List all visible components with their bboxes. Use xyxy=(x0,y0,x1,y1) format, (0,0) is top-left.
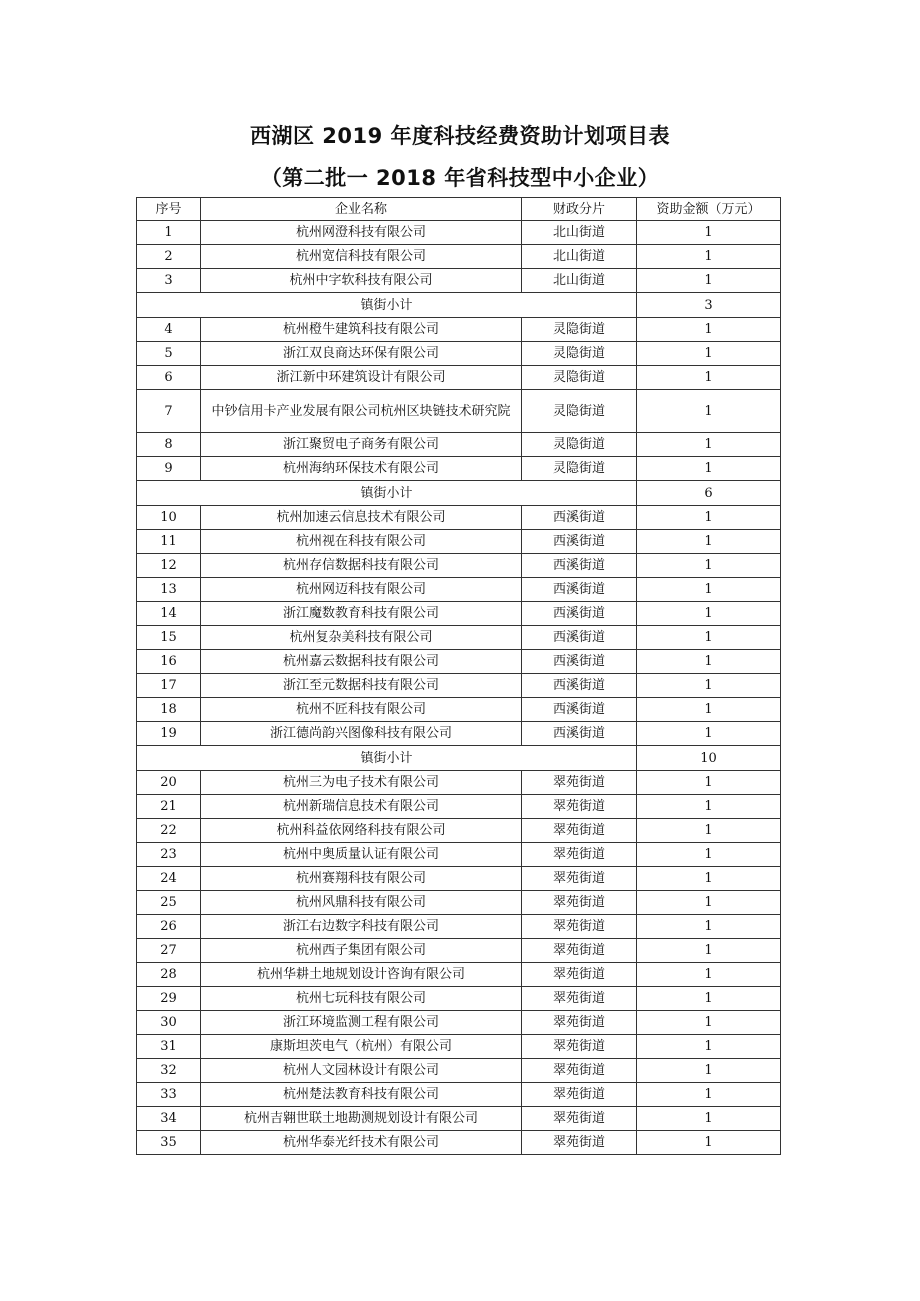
table-row xyxy=(137,269,781,293)
table-row xyxy=(137,987,781,1011)
cell-seq: 27 xyxy=(137,939,201,963)
cell-amount: 1 xyxy=(637,722,781,746)
cell-company-name: 杭州加速云信息技术有限公司 xyxy=(201,506,522,530)
cell-district: 西溪街道 xyxy=(522,578,637,602)
cell-amount: 1 xyxy=(637,554,781,578)
cell-company-name: 杭州三为电子技术有限公司 xyxy=(201,771,522,795)
cell-amount: 1 xyxy=(637,891,781,915)
cell-seq: 25 xyxy=(137,891,201,915)
cell-seq: 23 xyxy=(137,843,201,867)
cell-district: 北山街道 xyxy=(522,269,637,293)
table-row xyxy=(137,722,781,746)
cell-company-name: 浙江双良商达环保有限公司 xyxy=(201,342,522,366)
table-row xyxy=(137,578,781,602)
cell-seq: 24 xyxy=(137,867,201,891)
cell-amount: 1 xyxy=(637,1035,781,1059)
cell-company-name: 浙江右边数字科技有限公司 xyxy=(201,915,522,939)
cell-district: 西溪街道 xyxy=(522,650,637,674)
cell-amount: 1 xyxy=(637,457,781,481)
cell-amount: 1 xyxy=(637,1059,781,1083)
header-company: 企业名称 xyxy=(201,198,522,221)
cell-company-name: 杭州华泰光纤技术有限公司 xyxy=(201,1131,522,1155)
table-row xyxy=(137,795,781,819)
cell-seq: 26 xyxy=(137,915,201,939)
cell-district: 西溪街道 xyxy=(522,530,637,554)
table-row xyxy=(137,366,781,390)
cell-company-name: 杭州网迈科技有限公司 xyxy=(201,578,522,602)
table-row xyxy=(137,245,781,269)
cell-company-name: 杭州中字软科技有限公司 xyxy=(201,269,522,293)
table-row xyxy=(137,674,781,698)
table-row xyxy=(137,843,781,867)
cell-company-name: 杭州网澄科技有限公司 xyxy=(201,221,522,245)
cell-district: 西溪街道 xyxy=(522,554,637,578)
cell-company-name: 杭州新瑞信息技术有限公司 xyxy=(201,795,522,819)
cell-district: 翠苑街道 xyxy=(522,1107,637,1131)
cell-seq: 14 xyxy=(137,602,201,626)
table-row xyxy=(137,915,781,939)
table-row xyxy=(137,457,781,481)
table-row xyxy=(137,650,781,674)
cell-district: 北山街道 xyxy=(522,245,637,269)
cell-seq: 4 xyxy=(137,318,201,342)
cell-amount: 1 xyxy=(637,1011,781,1035)
table-row xyxy=(137,1035,781,1059)
cell-district: 西溪街道 xyxy=(522,674,637,698)
cell-district: 翠苑街道 xyxy=(522,1131,637,1155)
cell-amount: 1 xyxy=(637,867,781,891)
cell-company-name: 浙江环境监测工程有限公司 xyxy=(201,1011,522,1035)
cell-seq: 6 xyxy=(137,366,201,390)
cell-amount: 1 xyxy=(637,674,781,698)
cell-district: 翠苑街道 xyxy=(522,1059,637,1083)
cell-seq: 11 xyxy=(137,530,201,554)
cell-amount: 1 xyxy=(637,915,781,939)
cell-amount: 1 xyxy=(637,390,781,433)
cell-seq: 12 xyxy=(137,554,201,578)
table-row xyxy=(137,554,781,578)
table-row xyxy=(137,530,781,554)
cell-seq: 3 xyxy=(137,269,201,293)
cell-district: 西溪街道 xyxy=(522,506,637,530)
cell-district: 翠苑街道 xyxy=(522,891,637,915)
cell-district: 灵隐街道 xyxy=(522,342,637,366)
subtotal-label: 镇街小计 xyxy=(137,746,637,771)
cell-amount: 1 xyxy=(637,342,781,366)
cell-seq: 15 xyxy=(137,626,201,650)
cell-district: 西溪街道 xyxy=(522,698,637,722)
table-row xyxy=(137,1059,781,1083)
cell-seq: 19 xyxy=(137,722,201,746)
cell-seq: 13 xyxy=(137,578,201,602)
cell-seq: 8 xyxy=(137,433,201,457)
cell-district: 翠苑街道 xyxy=(522,843,637,867)
cell-company-name: 杭州存信数据科技有限公司 xyxy=(201,554,522,578)
table-row xyxy=(137,939,781,963)
subtotal-row xyxy=(137,746,781,771)
header-district: 财政分片 xyxy=(522,198,637,221)
table-body xyxy=(137,221,781,1155)
cell-amount: 1 xyxy=(637,843,781,867)
cell-amount: 1 xyxy=(637,1107,781,1131)
cell-district: 灵隐街道 xyxy=(522,433,637,457)
header-amount: 资助金额（万元） xyxy=(637,198,781,221)
document-subtitle: （第二批一 2018 年省科技型中小企业） xyxy=(260,166,660,190)
cell-seq: 34 xyxy=(137,1107,201,1131)
cell-amount: 1 xyxy=(637,795,781,819)
cell-district: 翠苑街道 xyxy=(522,1035,637,1059)
cell-company-name: 浙江德尚韵兴图像科技有限公司 xyxy=(201,722,522,746)
table-row xyxy=(137,433,781,457)
cell-company-name: 杭州中奥质量认证有限公司 xyxy=(201,843,522,867)
cell-seq: 18 xyxy=(137,698,201,722)
table-header-row xyxy=(137,198,781,221)
cell-seq: 28 xyxy=(137,963,201,987)
cell-company-name: 杭州宽信科技有限公司 xyxy=(201,245,522,269)
cell-district: 翠苑街道 xyxy=(522,1083,637,1107)
table-row xyxy=(137,1011,781,1035)
cell-company-name: 杭州华耕土地规划设计咨询有限公司 xyxy=(201,963,522,987)
subtotal-label: 镇街小计 xyxy=(137,481,637,506)
cell-company-name: 杭州西子集团有限公司 xyxy=(201,939,522,963)
cell-amount: 1 xyxy=(637,506,781,530)
subtotal-label: 镇街小计 xyxy=(137,293,637,318)
cell-amount: 1 xyxy=(637,318,781,342)
cell-amount: 1 xyxy=(637,1083,781,1107)
table-row xyxy=(137,626,781,650)
subtotal-amount: 10 xyxy=(637,746,781,771)
cell-district: 西溪街道 xyxy=(522,602,637,626)
cell-amount: 1 xyxy=(637,1131,781,1155)
cell-seq: 35 xyxy=(137,1131,201,1155)
cell-seq: 29 xyxy=(137,987,201,1011)
cell-amount: 1 xyxy=(637,626,781,650)
subtotal-amount: 6 xyxy=(637,481,781,506)
cell-company-name: 浙江至元数据科技有限公司 xyxy=(201,674,522,698)
cell-seq: 16 xyxy=(137,650,201,674)
cell-company-name: 浙江新中环建筑设计有限公司 xyxy=(201,366,522,390)
cell-amount: 1 xyxy=(637,963,781,987)
cell-district: 灵隐街道 xyxy=(522,457,637,481)
cell-amount: 1 xyxy=(637,366,781,390)
cell-district: 北山街道 xyxy=(522,221,637,245)
table-row xyxy=(137,602,781,626)
cell-company-name: 杭州橙牛建筑科技有限公司 xyxy=(201,318,522,342)
cell-seq: 33 xyxy=(137,1083,201,1107)
table-row xyxy=(137,318,781,342)
table-row xyxy=(137,698,781,722)
subtotal-row xyxy=(137,481,781,506)
cell-amount: 1 xyxy=(637,245,781,269)
cell-company-name: 杭州视在科技有限公司 xyxy=(201,530,522,554)
cell-district: 西溪街道 xyxy=(522,626,637,650)
cell-company-name: 康斯坦茨电气（杭州）有限公司 xyxy=(201,1035,522,1059)
cell-district: 翠苑街道 xyxy=(522,939,637,963)
cell-district: 西溪街道 xyxy=(522,722,637,746)
cell-seq: 17 xyxy=(137,674,201,698)
cell-seq: 32 xyxy=(137,1059,201,1083)
cell-company-name: 杭州嘉云数据科技有限公司 xyxy=(201,650,522,674)
cell-seq: 21 xyxy=(137,795,201,819)
funding-table xyxy=(136,197,781,1155)
cell-company-name: 杭州赛翔科技有限公司 xyxy=(201,867,522,891)
cell-seq: 1 xyxy=(137,221,201,245)
cell-company-name: 杭州海纳环保技术有限公司 xyxy=(201,457,522,481)
cell-company-name: 浙江魔数教育科技有限公司 xyxy=(201,602,522,626)
cell-amount: 1 xyxy=(637,819,781,843)
cell-district: 翠苑街道 xyxy=(522,795,637,819)
table-row xyxy=(137,390,781,433)
cell-district: 翠苑街道 xyxy=(522,867,637,891)
cell-amount: 1 xyxy=(637,987,781,1011)
cell-seq: 22 xyxy=(137,819,201,843)
table-row xyxy=(137,1131,781,1155)
cell-amount: 1 xyxy=(637,650,781,674)
cell-district: 灵隐街道 xyxy=(522,366,637,390)
table-row xyxy=(137,867,781,891)
cell-seq: 7 xyxy=(137,390,201,433)
cell-company-name: 杭州人文园林设计有限公司 xyxy=(201,1059,522,1083)
subtotal-row xyxy=(137,293,781,318)
table-row xyxy=(137,891,781,915)
table-row xyxy=(137,1107,781,1131)
cell-company-name: 杭州楚法教育科技有限公司 xyxy=(201,1083,522,1107)
cell-amount: 1 xyxy=(637,939,781,963)
cell-amount: 1 xyxy=(637,221,781,245)
cell-company-name: 杭州七玩科技有限公司 xyxy=(201,987,522,1011)
cell-amount: 1 xyxy=(637,269,781,293)
cell-seq: 5 xyxy=(137,342,201,366)
cell-company-name: 杭州吉翱世联土地勘测规划设计有限公司 xyxy=(201,1107,522,1131)
table-row xyxy=(137,771,781,795)
cell-seq: 9 xyxy=(137,457,201,481)
cell-amount: 1 xyxy=(637,602,781,626)
cell-seq: 31 xyxy=(137,1035,201,1059)
cell-district: 翠苑街道 xyxy=(522,819,637,843)
cell-district: 灵隐街道 xyxy=(522,318,637,342)
cell-company-name: 中钞信用卡产业发展有限公司杭州区块链技术研究院 xyxy=(201,390,522,433)
table-row xyxy=(137,221,781,245)
document-title: 西湖区 2019 年度科技经费资助计划项目表 xyxy=(249,124,671,148)
cell-company-name: 杭州不匠科技有限公司 xyxy=(201,698,522,722)
cell-amount: 1 xyxy=(637,578,781,602)
subtotal-amount: 3 xyxy=(637,293,781,318)
table-row xyxy=(137,963,781,987)
cell-district: 翠苑街道 xyxy=(522,963,637,987)
table-row xyxy=(137,819,781,843)
cell-district: 翠苑街道 xyxy=(522,987,637,1011)
cell-amount: 1 xyxy=(637,698,781,722)
cell-company-name: 杭州科益依网络科技有限公司 xyxy=(201,819,522,843)
table-row xyxy=(137,1083,781,1107)
cell-district: 翠苑街道 xyxy=(522,1011,637,1035)
cell-seq: 10 xyxy=(137,506,201,530)
cell-amount: 1 xyxy=(637,530,781,554)
cell-company-name: 杭州复杂美科技有限公司 xyxy=(201,626,522,650)
cell-amount: 1 xyxy=(637,433,781,457)
cell-district: 翠苑街道 xyxy=(522,915,637,939)
cell-seq: 20 xyxy=(137,771,201,795)
cell-district: 灵隐街道 xyxy=(522,390,637,433)
cell-company-name: 杭州风鼎科技有限公司 xyxy=(201,891,522,915)
cell-district: 翠苑街道 xyxy=(522,771,637,795)
cell-seq: 2 xyxy=(137,245,201,269)
table-row xyxy=(137,342,781,366)
cell-amount: 1 xyxy=(637,771,781,795)
cell-company-name: 浙江聚贸电子商务有限公司 xyxy=(201,433,522,457)
table-row xyxy=(137,506,781,530)
header-seq: 序号 xyxy=(137,198,201,221)
cell-seq: 30 xyxy=(137,1011,201,1035)
